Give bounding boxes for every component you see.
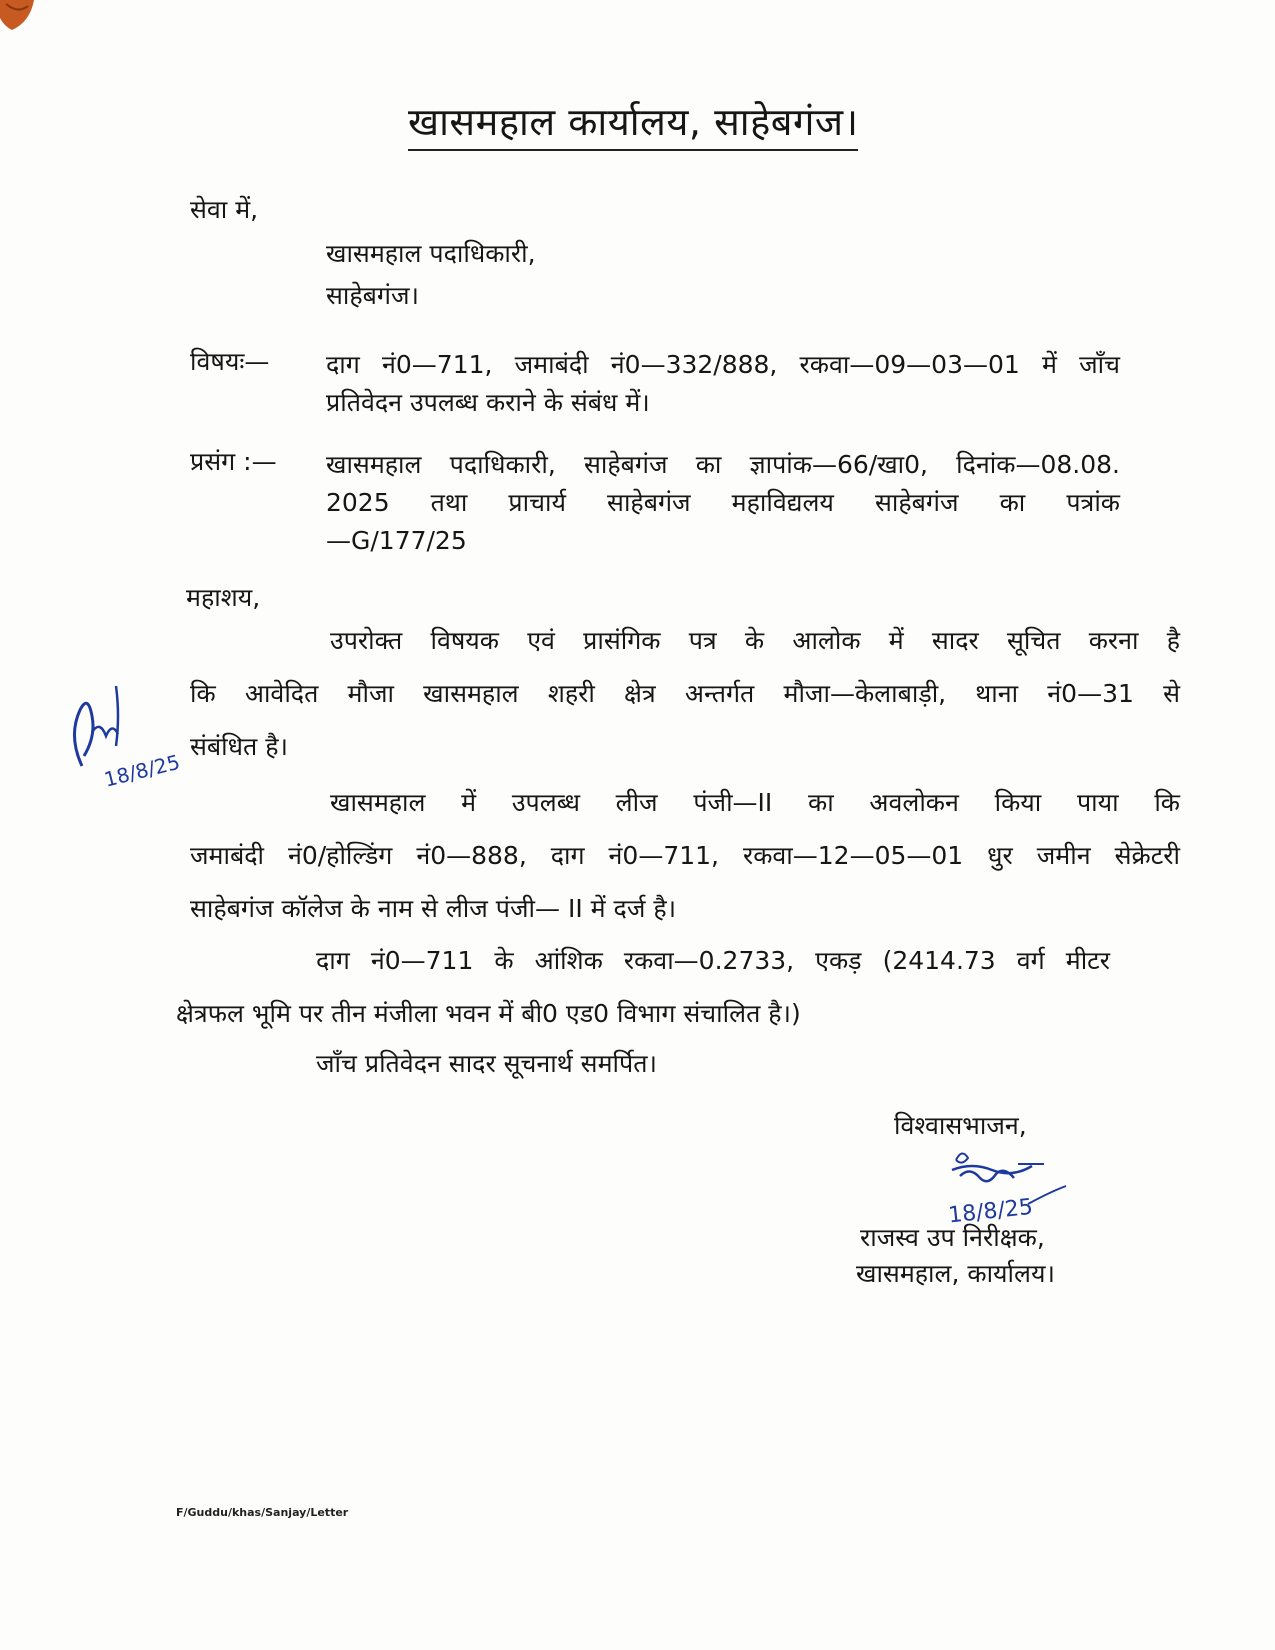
reference-line1: खासमहाल पदाधिकारी, साहेबगंज का ज्ञापांक—66/खा0, दिनांक—08.08. bbox=[326, 450, 1120, 479]
p3-line2: क्षेत्रफल भूमि पर तीन मंजीला भवन में बी0 एड0 विभाग संचालित है।) bbox=[176, 999, 801, 1028]
reference-text bbox=[326, 446, 1120, 560]
margin-initials bbox=[62, 676, 192, 796]
recipient-line2: साहेबगंज। bbox=[326, 281, 420, 310]
subject-label: विषयः— bbox=[190, 347, 270, 376]
p1-line1: उपरोक्त विषयक एवं प्रासंगिक पत्र के आलोक में सादर सूचित करना है bbox=[330, 626, 1180, 655]
paragraph-2 bbox=[190, 776, 1180, 935]
paragraph-3 bbox=[176, 934, 1110, 1040]
recipient-line1: खासमहाल पदाधिकारी, bbox=[326, 239, 536, 268]
p2-line1: खासमहाल में उपलब्ध लीज पंजी—II का अवलोकन किया पाया कि bbox=[330, 788, 1180, 817]
p2-line2: जमाबंदी नं0/होल्डिंग नं0—888, दाग नं0—711, रकवा—12—05—01 धुर जमीन सेक्रेटरी bbox=[190, 841, 1180, 870]
margin-date: 18/8/25 bbox=[101, 749, 183, 792]
paragraph-1 bbox=[190, 614, 1180, 773]
reference-line3: —G/177/25 bbox=[326, 526, 467, 555]
closing-statement: जाँच प्रतिवेदन सादर सूचनार्थ समर्पित। bbox=[316, 1049, 657, 1078]
salutation-to: सेवा में, bbox=[190, 195, 259, 224]
file-reference-path: F/Guddu/khas/Sanjay/Letter bbox=[176, 1506, 349, 1519]
officer-signature bbox=[932, 1140, 1092, 1230]
reference-line2: 2025 तथा प्राचार्य साहेबगंज महाविद्यलय साहेबगंज का पत्रांक bbox=[326, 488, 1120, 517]
p3-line1: दाग नं0—711 के आंशिक रकवा—0.2733, एकड़ (2414.73 वर्ग मीटर bbox=[316, 946, 1110, 975]
office-name: खासमहाल, कार्यालय। bbox=[856, 1259, 1055, 1288]
subject-line1: दाग नं0—711, जमाबंदी नं0—332/888, रकवा—09—03—01 में जाँच bbox=[326, 350, 1120, 379]
p1-line3: संबंधित है। bbox=[190, 732, 288, 761]
p1-line2: कि आवेदित मौजा खासमहाल शहरी क्षेत्र अन्तर्गत मौजा—केलाबाड़ी, थाना नं0—31 से bbox=[190, 679, 1180, 708]
p2-line3: साहेबगंज कॉलेज के नाम से लीज पंजी— II में दर्ज है। bbox=[190, 894, 677, 923]
subject-text bbox=[326, 346, 1120, 422]
greeting: महाशय, bbox=[186, 583, 261, 612]
subject-line2: प्रतिवेदन उपलब्ध कराने के संबंध में। bbox=[326, 388, 650, 417]
yours-faithfully: विश्वासभाजन, bbox=[894, 1111, 1027, 1140]
office-title: खासमहाल कार्यालय, साहेबगंज। bbox=[408, 95, 858, 151]
binding-thread-mark bbox=[0, 0, 34, 34]
signature-date: 18/8/25 bbox=[947, 1194, 1035, 1229]
designation: राजस्व उप निरीक्षक, bbox=[860, 1223, 1045, 1252]
reference-label: प्रसंग :— bbox=[190, 447, 277, 476]
